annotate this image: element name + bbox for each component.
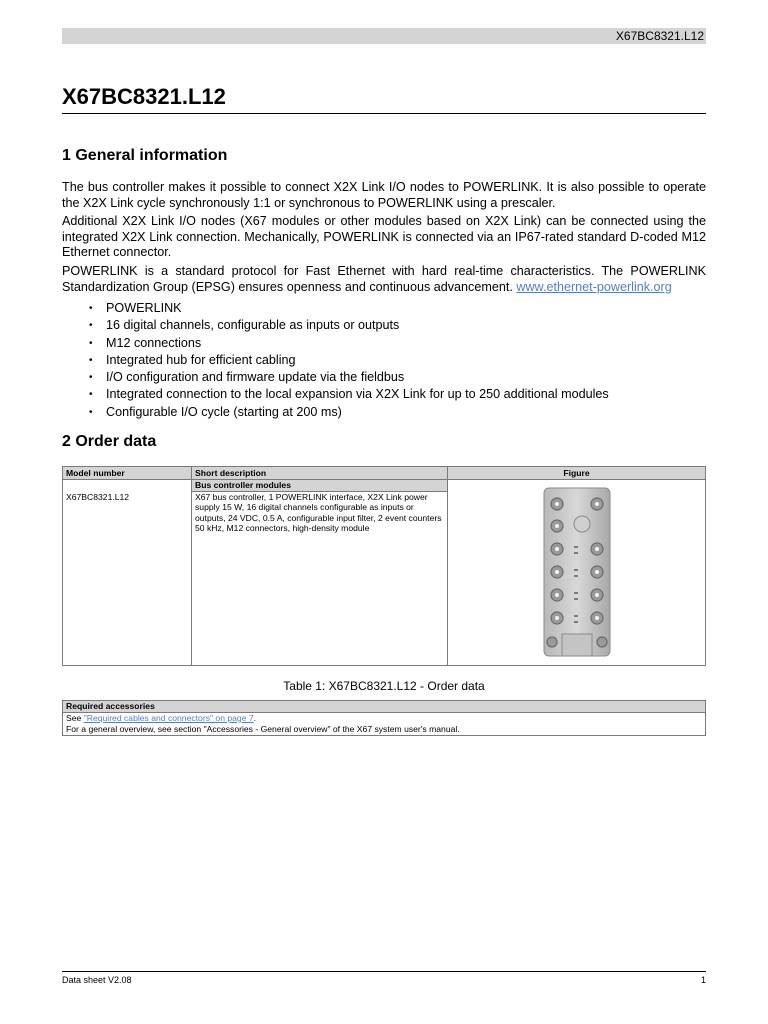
column-header-model: Model number bbox=[63, 467, 192, 480]
paragraph-1: The bus controller makes it possible to connect X2X Link I/O nodes to POWERLINK. It is also possible to operate the X2X Link cycle synchronously 1:1 or synchronous to POWERLINK using a prescaler. bbox=[62, 180, 706, 210]
running-header bbox=[62, 28, 706, 44]
title-rule bbox=[62, 113, 706, 114]
paragraph-3-text: POWERLINK is a standard protocol for Fast Ethernet with hard real-time characteristics. The POWERLINK Standardization Group (EPSG) ensures openness and continuous advancement. bbox=[62, 264, 706, 294]
table-subheader: Bus controller modules bbox=[192, 480, 448, 492]
list-item: • 16 digital channels, configurable as inputs or outputs bbox=[62, 317, 706, 334]
page-number: 1 bbox=[700, 975, 706, 985]
accessories-line-2: For a general overview, see section "Accessories - General overview" of the X67 system user's manual. bbox=[63, 724, 706, 736]
cables-connectors-link[interactable]: "Required cables and connectors" on page 7 bbox=[83, 713, 254, 723]
footer-version: Data sheet V2.08 bbox=[62, 975, 132, 985]
paragraph-2: Additional X2X Link I/O nodes (X67 modules or other modules based on X2X Link) can be connected using the integrated X2X Link connection. Mechanically, POWERLINK is connected via an IP67-rated standard D-coded M12 Ethernet connector. bbox=[62, 214, 706, 259]
accessories-suffix: . bbox=[253, 713, 257, 723]
column-header-figure: Figure bbox=[448, 467, 706, 480]
product-figure bbox=[448, 480, 706, 666]
section-heading-order: 2 Order data bbox=[62, 433, 157, 450]
list-item: • I/O configuration and firmware update via the fieldbus bbox=[62, 369, 706, 386]
accessories-table bbox=[62, 700, 706, 736]
column-header-description: Short description bbox=[192, 467, 448, 480]
table-caption: Table 1: X67BC8321.L12 - Order data bbox=[283, 679, 485, 693]
model-cell: X67BC8321.L12 bbox=[63, 492, 192, 666]
list-item: • M12 connections bbox=[62, 335, 706, 352]
accessories-prefix: See bbox=[66, 713, 84, 723]
accessories-header: Required accessories bbox=[63, 701, 706, 713]
list-item: • POWERLINK bbox=[62, 300, 706, 317]
page-title: X67BC8321.L12 bbox=[62, 84, 226, 109]
order-table bbox=[62, 466, 706, 666]
header-code: X67BC8321.L12 bbox=[615, 29, 704, 43]
description-cell: X67 bus controller, 1 POWERLINK interface, X2X Link power supply 15 W, 16 digital channels configurable as inputs or outputs, 24 VDC, 0.5 A, configurable input filter, 2 event counters 50 kHz, M12 connectors, high-density module bbox=[192, 492, 448, 666]
list-item: • Integrated connection to the local expansion via X2X Link for up to 250 additional modules bbox=[62, 386, 706, 403]
paragraph-3 bbox=[62, 264, 706, 295]
feature-list bbox=[62, 300, 706, 421]
footer-rule bbox=[62, 971, 706, 972]
module-image bbox=[522, 484, 632, 660]
list-item: • Integrated hub for efficient cabling bbox=[62, 352, 706, 369]
accessories-line-1 bbox=[63, 713, 706, 725]
section-heading-general: 1 General information bbox=[62, 147, 228, 164]
powerlink-link[interactable]: www.ethernet-powerlink.org bbox=[516, 279, 672, 294]
list-item: • Configurable I/O cycle (starting at 200 ms) bbox=[62, 404, 706, 421]
